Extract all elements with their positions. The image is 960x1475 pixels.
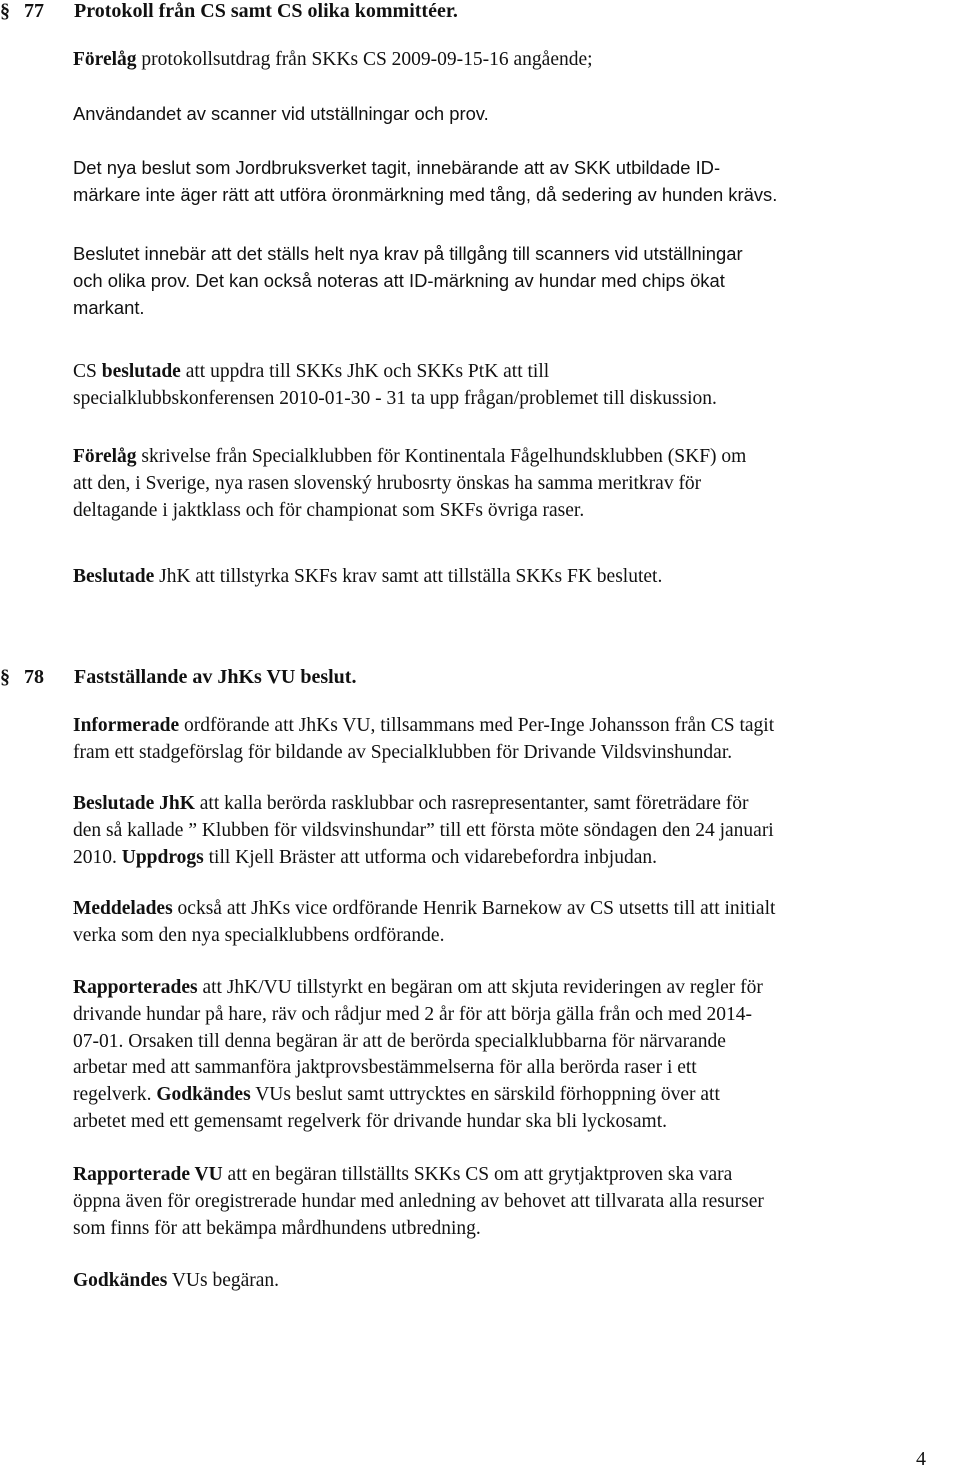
text-span: CS [73,361,102,382]
text-line: som finns för att bekämpa mårdhundens utbredning. [73,1217,481,1239]
section-78-heading [0,666,356,689]
paragraph-beslutade-jhk [73,791,958,871]
text-line: verka som den nya specialklubbens ordförande. [73,924,445,946]
bold-keyword: Beslutade [73,566,155,587]
section-number: 78 [24,666,44,688]
bold-keyword: Rapporterade VU [73,1164,223,1185]
text-span: att uppdra till SKKs JhK och SKKs PtK att till [180,361,550,382]
paragraph-jordbruksverket [73,154,958,208]
text-line: öppna även för oregistrerade hundar med anledning av behovet att tillvarata alla resurser [73,1190,764,1212]
bold-keyword: Meddelades [73,898,173,919]
text-span: att en begäran tillställts SKKs CS om att grytjaktproven ska vara [222,1164,733,1185]
bold-keyword: Beslutade JhK [73,793,195,814]
text-span: skrivelse från Specialklubben för Kontinentala Fågelhundsklubben (SKF) om [136,446,747,467]
text-line: den så kallade ” Klubben för vildsvinshundar” till ett första möte söndagen den 24 januari [73,819,774,841]
text-span: ordförande att JhKs VU, tillsammans med Per-Inge Johansson från CS tagit [179,715,775,736]
text-span: regelverk. [73,1084,157,1106]
section-title: Fastställande av JhKs VU beslut. [74,666,357,688]
paragraph-cs-beslutade [73,359,958,413]
text-span: att kalla berörda rasklubbar och rasrepresentanter, samt företrädare för [194,793,749,814]
text-line: märkare inte äger rätt att utföra öronmärkning med tång, då sedering av hunden krävs. [73,184,778,205]
text-line: arbetet med ett gemensamt regelverk för drivande hundar ska bli lyckosamt. [73,1110,667,1132]
paragraph-beslutet [73,240,958,321]
section-title: Protokoll från CS samt CS olika kommittéer. [74,0,458,22]
text-span: till Kjell Bräster att utforma och vidarebefordra inbjudan. [203,846,657,868]
paragraph-beslutade-skf [73,564,958,591]
text-line: att den, i Sverige, nya rasen slovenský hrubosrty önskas ha samma meritkrav för [73,472,702,494]
bold-keyword: Godkändes [73,1270,168,1291]
text-line: Beslutet innebär att det ställs helt nya krav på tillgång till scanners vid utställningar [73,243,743,264]
paragraph-text: JhK att tillstyrka SKFs krav samt att tillställa SKKs FK beslutet. [154,566,663,587]
text-span: att JhK/VU tillstyrkt en begäran om att skjuta revideringen av regler för [197,977,763,998]
bold-keyword: Informerade [73,715,180,736]
section-number: 77 [24,0,44,22]
paragraph-forelag-skrivelse [73,444,958,524]
page-number: 4 [916,1448,926,1470]
section-symbol: § [0,0,10,22]
text-line: arbetar med att sammanföra jaktprovsbestämmelserna för alla berörda raser i ett [73,1057,697,1079]
paragraph-scanner-topic [73,100,958,127]
paragraph-godkandes [73,1268,958,1295]
bold-keyword: beslutade [101,361,181,382]
text-span: VUs beslut samt uttrycktes en särskild förhoppning över att [250,1084,720,1106]
paragraph-text: Användandet av scanner vid utställningar och prov. [73,103,489,124]
paragraph-text: protokollsutdrag från SKKs CS 2009-09-15-16 angående; [136,49,593,70]
section-symbol: § [0,666,10,688]
text-line: och olika prov. Det kan också noteras att ID-märkning av hundar med chips ökat [73,270,725,291]
paragraph-meddelades [73,896,958,950]
bold-keyword: Förelåg [73,49,137,70]
paragraph-text: VUs begäran. [167,1270,280,1291]
section-77-heading [0,0,458,23]
text-span: också att JhKs vice ordförande Henrik Barnekow av CS utsetts till att initialt [172,898,776,919]
text-line: drivande hundar på hare, räv och rådjur med 2 år för att börja gälla från och med 2014- [73,1003,752,1025]
text-line: markant. [73,297,145,318]
bold-keyword: Rapporterades [73,977,198,998]
paragraph-forelag-protokoll [73,47,958,74]
text-line: fram ett stadgeförslag för bildande av Specialklubben för Drivande Vildsvinshundar. [73,741,733,763]
bold-keyword: Godkändes [156,1084,251,1106]
text-line: specialklubbskonferensen 2010-01-30 - 31 ta upp frågan/problemet till diskussion. [73,387,717,409]
paragraph-informerade [73,713,958,767]
paragraph-rapporterades [73,975,958,1136]
bold-keyword: Uppdrogs [121,846,204,868]
text-line: deltagande i jaktklass och för championat som SKFs övriga raser. [73,499,585,521]
bold-keyword: Förelåg [73,446,137,467]
text-line: 07-01. Orsaken till denna begäran är att de berörda specialklubbarna för närvarande [73,1030,726,1052]
paragraph-rapporterade-vu [73,1162,958,1242]
text-line: Det nya beslut som Jordbruksverket tagit, innebärande att av SKK utbildade ID- [73,157,721,178]
text-span: 2010. [73,846,122,868]
